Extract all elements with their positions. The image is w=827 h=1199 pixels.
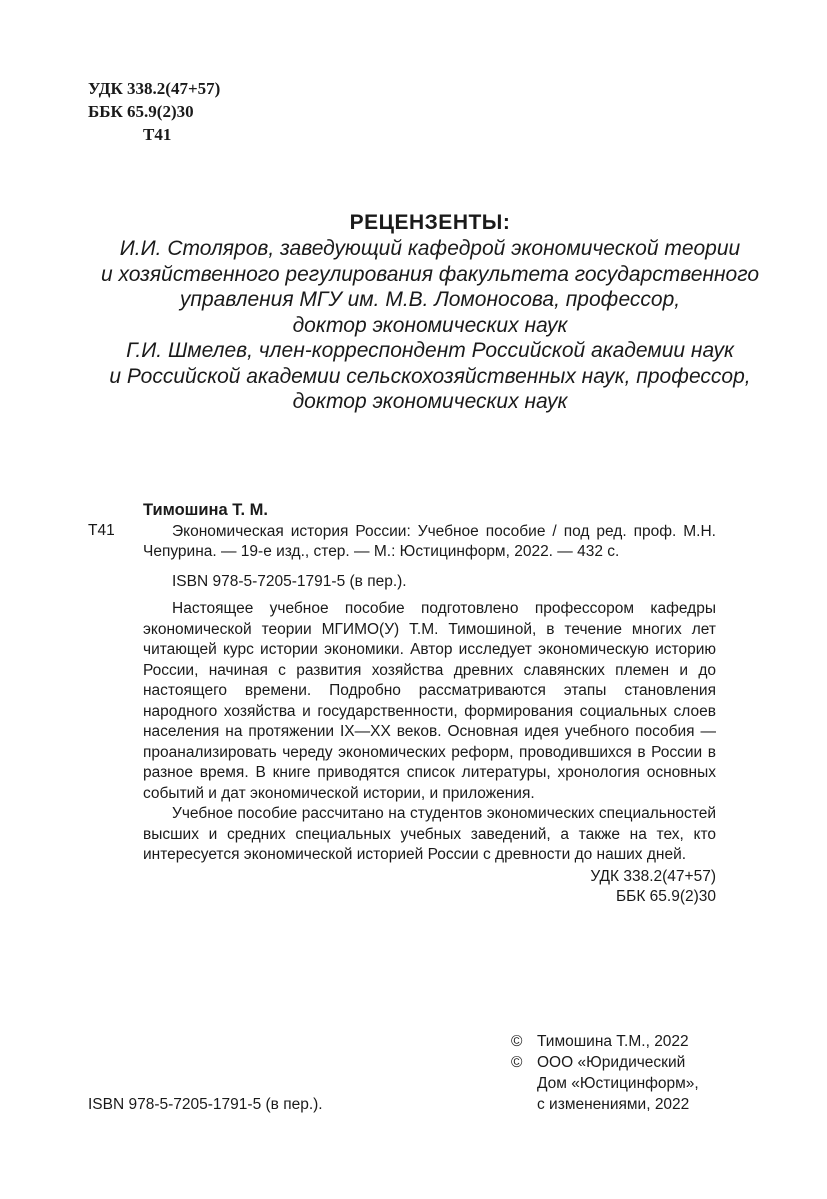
- biblio-author-mark: Т41: [88, 522, 115, 539]
- copyright-publisher-row: [511, 1052, 699, 1115]
- reviewers-heading: РЕЦЕНЗЕНТЫ:: [349, 211, 511, 234]
- reviewer-line: и хозяйственного регулирования факультета государственного: [100, 262, 760, 286]
- reviewers-section: [70, 210, 790, 415]
- publisher-line: ООО «Юридический: [537, 1054, 686, 1071]
- book-isbn: ISBN 978-5-7205-1791-5 (в пер.).: [172, 572, 407, 590]
- reviewer-line: доктор экономических наук: [292, 390, 568, 413]
- isbn-footer: ISBN 978-5-7205-1791-5 (в пер.).: [88, 1096, 323, 1113]
- reviewer-line: И.И. Столяров, заведующий кафедрой экономической теории: [119, 237, 741, 260]
- biblio-codes: [143, 867, 716, 908]
- udk-code: УДК 338.2(47+57): [88, 79, 221, 98]
- biblio-bbk: ББК 65.9(2)30: [615, 888, 716, 905]
- copyright-icon: ©: [511, 1033, 523, 1050]
- bibliographic-record: [88, 500, 716, 908]
- copyright-author-row: [511, 1031, 699, 1052]
- copyright-publisher: [537, 1052, 699, 1115]
- abstract-paragraph: Настоящее учебное пособие подготовлено профессором кафедры экономической теории МГИМО(У) Т.М. Тимошиной, в течение многих лет читающей курс истории экономики. Автор исследует экономическую историю России, начиная с развития хозяйства древних славянских племен и до настоящего времени. Подробно рассматриваются этапы становления народного хозяйства и государственности, формирования социальных слоев населения на протяжении IX—XX веков. Основная идея учебного пособия — проанализировать череду экономических реформ, проводившихся в России в разное время. В книге приводятся список литературы, хронология основных событий и дат экономической истории, и приложения.: [143, 600, 716, 802]
- reviewer-line: и Российской академии сельскохозяйственных наук, профессор,: [109, 364, 751, 388]
- copyright-block: [511, 1031, 699, 1115]
- author-mark: Т41: [143, 125, 172, 144]
- book-author: Тимошина Т. М.: [143, 501, 268, 519]
- book-description: Экономическая история России: Учебное пособие / под ред. проф. М.Н. Чепурина. — 19-е изд., стер. — М.: Юстицинформ, 2022. — 432 с.: [143, 522, 716, 560]
- abstract-paragraph: Учебное пособие рассчитано на студентов экономических специальностей высших и средних специальных учебных заведений, а также на тех, кто интересуется экономической историей России с древности до наших дней.: [143, 805, 716, 863]
- reviewer-line: доктор экономических наук: [292, 313, 568, 337]
- reviewers-list: [70, 236, 790, 415]
- biblio-udk: УДК 338.2(47+57): [590, 867, 716, 885]
- publisher-line: с изменениями, 2022: [537, 1096, 690, 1113]
- copyright-author: Тимошина Т.М., 2022: [537, 1033, 689, 1050]
- reviewer-line: Г.И. Шмелев, член-корреспондент Российской академии наук: [126, 339, 734, 362]
- classification-codes: [88, 77, 220, 146]
- bbk-code: ББК 65.9(2)30: [88, 102, 194, 121]
- copyright-icon: ©: [511, 1054, 523, 1071]
- publisher-line: Дом «Юстицинформ»,: [537, 1075, 699, 1092]
- reviewer-line: управления МГУ им. М.В. Ломоносова, профессор,: [179, 288, 681, 311]
